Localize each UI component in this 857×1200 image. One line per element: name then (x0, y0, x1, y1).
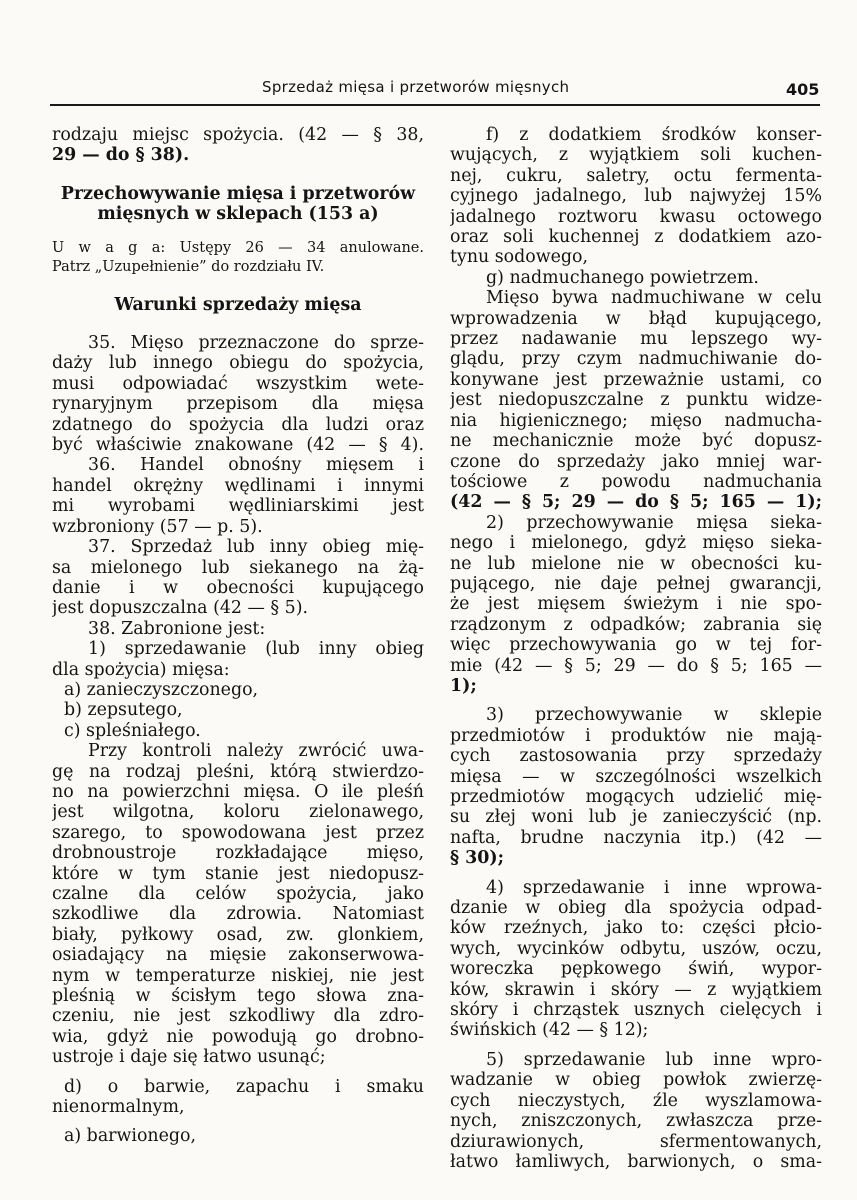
text-line: jest dopuszczalna (42 — § 5). (52, 598, 309, 619)
line-spacer (52, 1068, 424, 1077)
text-line: cych zastosowania przy sprzedaży (450, 746, 822, 767)
text-line: glądu, przy czym nadmuchiwanie do- (450, 349, 822, 370)
text-line: nej, cukru, saletry, octu fermenta- (450, 165, 822, 186)
text-line: mie (42 — § 5; 29 — do § 5; 165 — (450, 655, 822, 676)
text-line: a) barwionego, (64, 1126, 197, 1147)
text-line: że jest mięsem świeżym i nie spo- (450, 594, 822, 615)
text-line: 1); (450, 675, 477, 696)
line-spacer (52, 277, 424, 295)
text-line: b) zepsutego, (64, 700, 183, 721)
line-spacer (450, 869, 822, 878)
text-line: wzbroniony (57 — p. 5). (52, 516, 263, 537)
left-column (52, 125, 424, 1147)
text-line: szarego, to spowodowana jest przez (52, 822, 424, 843)
header-rule (50, 104, 820, 106)
text-line: czone do sprzedaży jako mniej war- (450, 451, 822, 472)
page-number: 405 (786, 80, 820, 99)
text-line: przedmiotów i produktów nie mają- (450, 725, 822, 746)
text-line: osiadający na mięsie zakonserwowa- (52, 945, 424, 966)
text-line: § 30); (450, 848, 504, 869)
section-heading: Przechowywanie mięsa i przetworów (60, 183, 416, 204)
text-line: sa mielonego lub siekanego na żą- (52, 557, 424, 578)
text-line: jest wilgotna, koloru zielonawego, (52, 802, 424, 823)
line-spacer (450, 696, 822, 705)
text-line: łatwo łamliwych, barwionych, o sma- (450, 1151, 822, 1172)
text-line: 5) sprzedawanie lub inne wpro- (486, 1049, 822, 1070)
text-line: nienormalnym, (52, 1097, 185, 1118)
text-line: wujących, z wyjątkiem soli kuchen- (450, 145, 822, 166)
text-line: 1) sprzedawanie (lub inny obieg (88, 639, 424, 660)
line-spacer (52, 1117, 424, 1126)
text-line: czalne dla celów spożycia, jako (52, 884, 424, 904)
text-line: d) o barwie, zapachu i smaku (64, 1076, 424, 1097)
text-line: dla spożycia) mięsa: (52, 659, 230, 680)
text-line: skóry i chrząstek usznych cielęcych i (450, 1000, 822, 1021)
text-line: wadzanie w obieg powłok zwierzę- (450, 1070, 822, 1091)
text-line: Przy kontroli należy zwrócić uwa- (88, 741, 424, 762)
text-line: nafta, brudne naczynia itp.) (42 — (450, 827, 822, 848)
text-line: (42 — § 5; 29 — do § 5; 165 — 1); (450, 492, 822, 513)
text-line: 4) sprzedawanie i inne wprowa- (486, 877, 822, 898)
text-line: nia higienicznego; mięso nadmucha- (450, 410, 822, 431)
text-line: czeniu, nie jest szkodliwy dla zdro- (52, 1006, 424, 1027)
running-title: Sprzedaż mięsa i przetworów mięsnych (262, 78, 570, 96)
line-spacer (52, 225, 424, 239)
text-line: 3) przechowywanie w sklepie (486, 705, 822, 726)
text-line: 38. Zabronione jest: (88, 618, 266, 639)
text-line: tościowe z powodu nadmuchania (450, 471, 822, 492)
text-line: 29 — do § 38). (52, 145, 190, 166)
text-line: nym w temperaturze niskiej, nie jest (52, 965, 424, 986)
text-line: być właściwie znakowane (42 — § 4). (52, 435, 424, 456)
text-line: rynaryjnym przepisom dla mięsa (52, 394, 424, 415)
text-line: musi odpowiadać wszystkim wete- (52, 373, 424, 394)
text-line: ne lub mielone nie w obecności ku- (450, 553, 822, 574)
text-line: wprowadzenia w błąd kupującego, (450, 308, 822, 329)
line-spacer (52, 166, 424, 184)
text-line: g) nadmuchanego powietrzem. (486, 267, 759, 288)
text-line: drobnoustroje rozkładające mięso, (52, 843, 424, 864)
text-line: więc przechowywania go w tej for- (450, 635, 822, 656)
text-line: ustroje i daje się łatwo usunąć; (52, 1047, 326, 1068)
text-line: danie i w obecności kupującego (52, 577, 424, 598)
text-line: dzanie w obieg dla spożycia odpad- (450, 898, 822, 919)
note-line: Patrz „Uzupełnienie” do rozdziału IV. (52, 258, 325, 275)
text-line: cyjnego jadalnego, lub najwyżej 15% (450, 186, 822, 207)
text-line: ne mechanicznie może być dopusz- (450, 431, 822, 452)
text-line: nego i mielonego, gdyż mięso sieka- (450, 533, 822, 554)
note-line: U w a g a: Ustępy 26 — 34 anulowane. (52, 239, 424, 256)
text-line: 37. Sprzedaż lub inny obieg mię- (88, 537, 424, 558)
text-line: wych, wycinków odbytu, uszów, oczu, (450, 938, 822, 959)
text-line: c) spleśniałego. (64, 720, 201, 741)
text-line: świńskich (42 — § 12); (450, 1020, 649, 1041)
text-line: jadalnego roztworu kwasu octowego (450, 206, 822, 227)
text-line: f) z dodatkiem środków konser- (486, 125, 822, 145)
text-line: jest niedopuszczalne z punktu widze- (450, 390, 822, 411)
line-spacer (52, 315, 424, 333)
text-line: rodzaju miejsc spożycia. (42 — § 38, (52, 125, 424, 145)
text-line: ków, skrawin i skóry — z wyjątkiem (450, 979, 822, 1000)
text-line: cych nieczystych, źle wyszlamowa- (450, 1090, 822, 1111)
text-line: 2) przechowywanie mięsa sieka- (486, 512, 822, 533)
text-line: pleśnią w ścisłym tego słowa zna- (52, 986, 424, 1007)
text-line: daży lub innego obiegu do spożycia, (52, 353, 424, 374)
text-line: konywane jest przeważnie ustami, co (450, 369, 822, 390)
text-line: ków rzeźnych, jako to: części płcio- (450, 918, 822, 939)
text-line: pującego, nie daje pełnej gwarancji, (450, 573, 822, 594)
text-line: rządzonym z odpadków; zabrania się (450, 614, 822, 635)
text-line: nych, zniszczonych, zwłaszcza prze- (450, 1111, 822, 1132)
text-line: które w tym stanie jest niedopusz- (52, 863, 424, 884)
right-column (450, 125, 822, 1172)
text-line: handel okrężny wędlinami i innymi (52, 475, 424, 496)
text-line: tynu sodowego, (450, 247, 589, 268)
text-line: Mięso bywa nadmuchiwane w celu (486, 288, 822, 309)
text-line: su złej woni lub je zanieczyścić (np. (450, 807, 822, 828)
text-line: 36. Handel obnośny mięsem i (88, 455, 424, 476)
text-line: oraz soli kuchennej z dodatkiem azo- (450, 227, 822, 248)
text-line: biały, pyłkowy osad, zw. glonkiem, (52, 924, 424, 945)
text-line: wia, gdyż nie powodują go drobno- (52, 1026, 424, 1047)
text-line: 35. Mięso przeznaczone do sprze- (88, 333, 424, 354)
text-line: mi wyrobami wędliniarskimi jest (52, 496, 424, 517)
text-line: mięsa — w szczególności wszelkich (450, 766, 822, 787)
section-heading: Warunki sprzedaży mięsa (114, 294, 362, 315)
text-line: zdatnego do spożycia dla ludzi oraz (52, 414, 424, 435)
text-line: przez nadawanie mu lepszego wy- (450, 329, 822, 350)
text-line: gę na rodzaj pleśni, którą stwierdzo- (52, 761, 424, 782)
text-line: a) zanieczyszczonego, (64, 679, 259, 700)
text-line: szkodliwe dla zdrowia. Natomiast (52, 904, 424, 925)
text-line: dziurawionych, sfermentowanych, (450, 1131, 822, 1152)
text-line: przedmiotów mogących udzielić mię- (450, 787, 822, 807)
section-heading: mięsnych w sklepach (153 a) (97, 204, 379, 225)
text-line: no na powierzchni mięsa. O ile pleśń (52, 781, 424, 802)
text-line: woreczka pępkowego świń, wypor- (450, 959, 822, 980)
line-spacer (450, 1041, 822, 1050)
